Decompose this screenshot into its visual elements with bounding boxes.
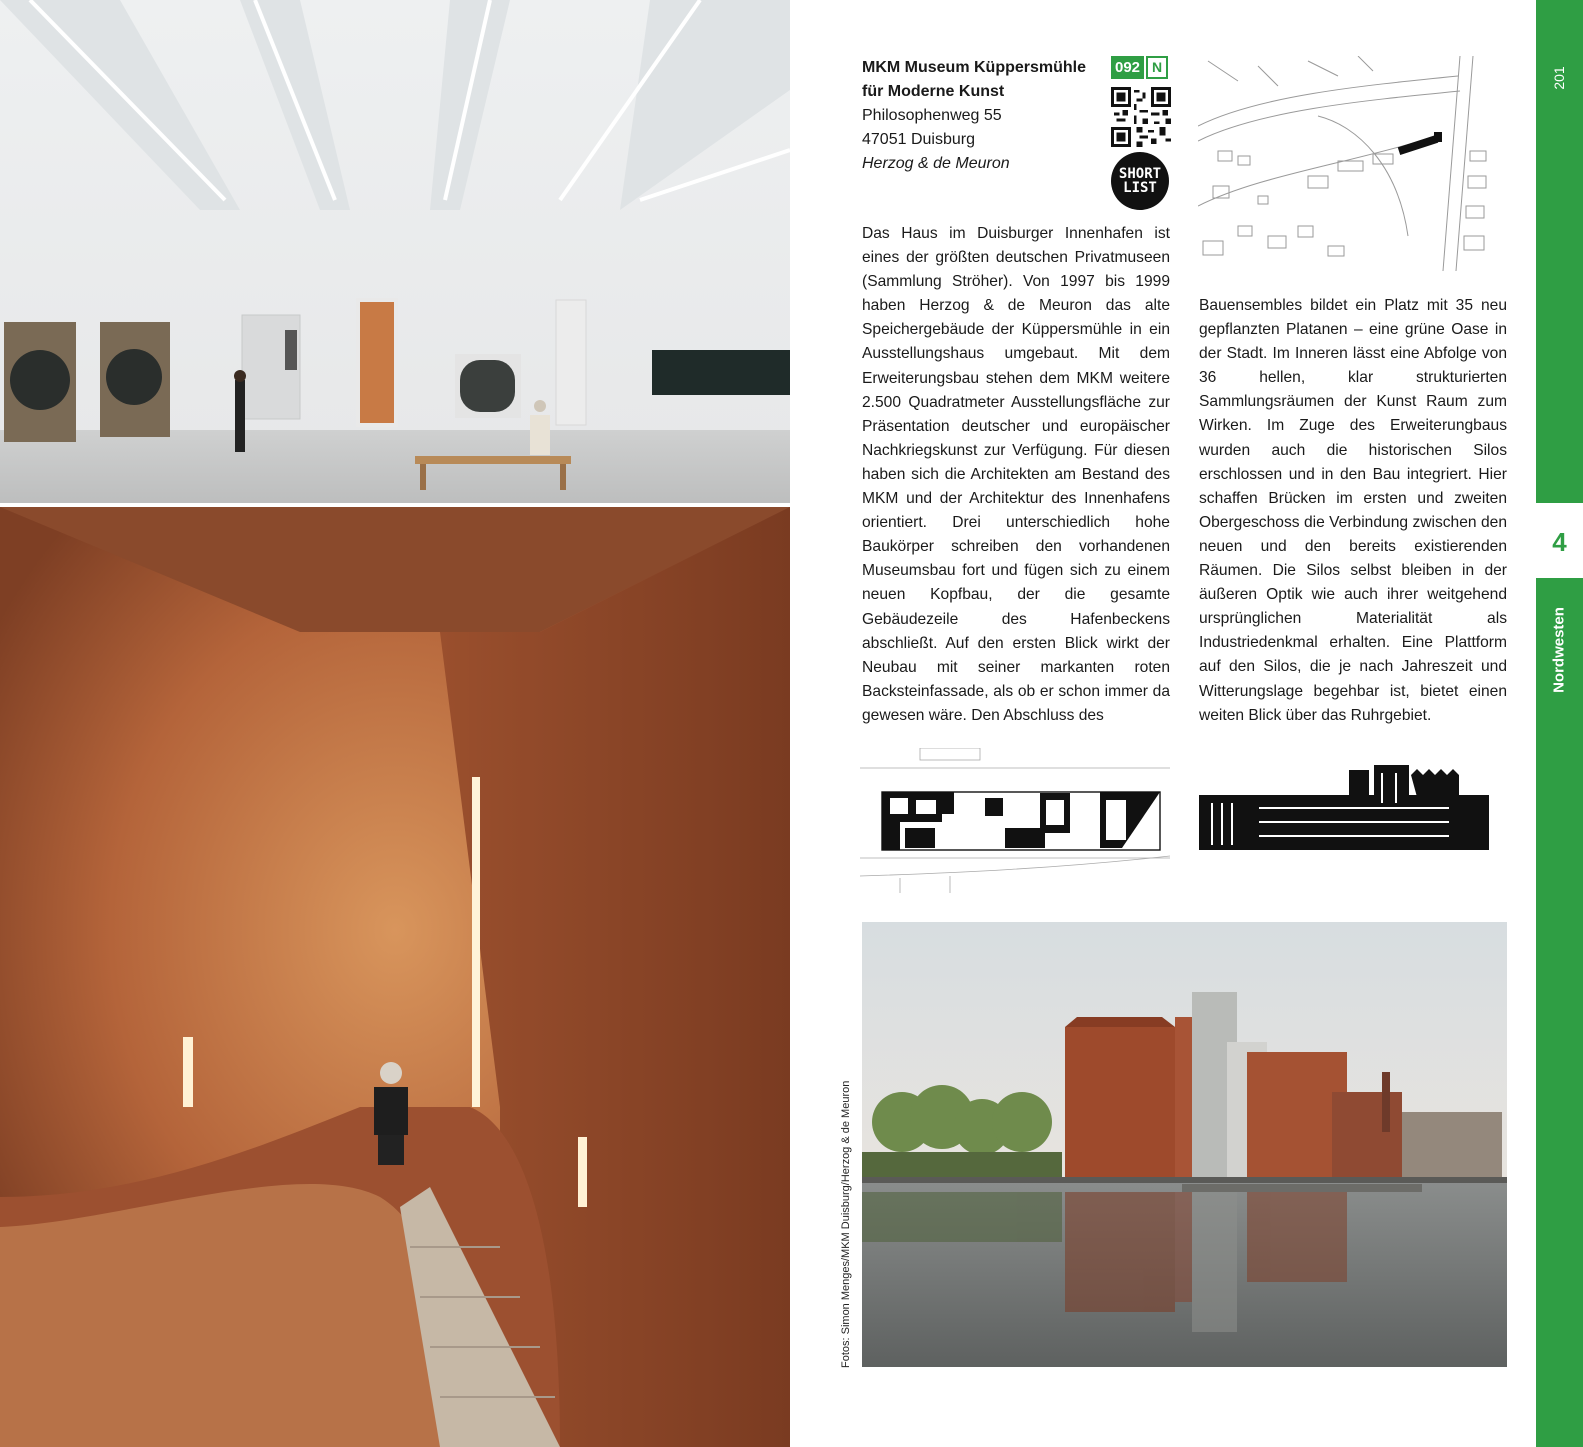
museum-name: MKM Museum Küppersmühle — [862, 59, 1087, 76]
shortlist-badge — [1111, 152, 1169, 210]
chapter-tab-bottom — [1536, 578, 1583, 1447]
city-address: 47051 Duisburg — [862, 131, 975, 148]
entry-number: 092 — [1111, 56, 1144, 79]
gallery-interior-photo — [0, 0, 790, 503]
architect: Herzog & de Meuron — [862, 155, 1010, 172]
stairwell-photo — [0, 507, 790, 1447]
floor-plan-drawing — [860, 748, 1170, 893]
page-number: 201 — [1551, 66, 1567, 90]
body-text-column-1: Das Haus im Duisburger Innenhafen ist eines der größten deutschen Privatmuseen (Sammlung Ströher). Von 1997 bis 1999 haben Herzog & de Meuron das alte Speichergebäude der Küppersmühle in ein Ausstellungshaus umgebaut. Mit dem Erweiterungsbau stehen dem MKM weitere 2.500 Quadratmeter Ausstellungsfläche zur Präsentation deutscher und europäischer Nachkriegskunst zur Verfügung. Für diesen haben sich die Architekten am Bestand des MKM und der Architektur des Innenhafens orientiert. Drei unterschiedlich hohe Baukörper schreiben den vorhandenen Museumsbau fort und fügen sich zu einem neuen Kopfbau, der die gesamte Gebäudezeile des Hafenbeckens abschließt. Auf den ersten Blick wirkt der Neubau mit seiner markanten roten Backsteinfassade, als ob er schon immer da gewesen wäre. Den Abschluss des — [862, 225, 1170, 724]
section-drawing — [1199, 765, 1489, 865]
exterior-photo — [862, 922, 1507, 1367]
museum-name-line2: für Moderne Kunst — [862, 83, 1005, 100]
zone-letter: N — [1146, 56, 1168, 79]
entry-number-badge — [1111, 56, 1168, 79]
street-address: Philosophenweg 55 — [862, 107, 1002, 124]
entry-header — [862, 56, 1112, 176]
qr-code-icon[interactable] — [1111, 87, 1171, 147]
chapter-number: 4 — [1552, 527, 1567, 557]
photo-credit: Fotos: Simon Menges/MKM Duisburg/Herzog & de Meuron — [840, 1080, 852, 1368]
region-label: Nordwesten — [1550, 607, 1568, 693]
shortlist-line2: LIST — [1123, 180, 1157, 196]
shortlist-line1: SHORT — [1118, 166, 1162, 182]
body-text-column-2: Bauensembles bildet ein Platz mit 35 neu gepflanzten Platanen – eine grüne Oase in der Stadt. Im Inneren lässt eine Abfolge von 36 hellen, klar strukturierten Sammlungsräumen der Kunst Raum zum Wirken. Im Zuge des Erweiterungbaus wurden auch die historischen Silos erschlossen und in den Bau integriert. Hier schaffen Brücken im ersten und zweiten Obergeschoss die Verbindung zwischen den neuen und den bereits existierenden Räumen. Die Silos selbst bleiben in der äußeren Optik wie auch ihrer weitgehend ursprünglichen Materialität als Industriedenkmal erhalten. Eine Plattform auf den Silos, die je nach Jahreszeit und Witterungslage begehbar ist, bietet einen weiten Blick über das Ruhrgebiet. — [1199, 297, 1507, 724]
site-plan-map — [1198, 56, 1498, 271]
